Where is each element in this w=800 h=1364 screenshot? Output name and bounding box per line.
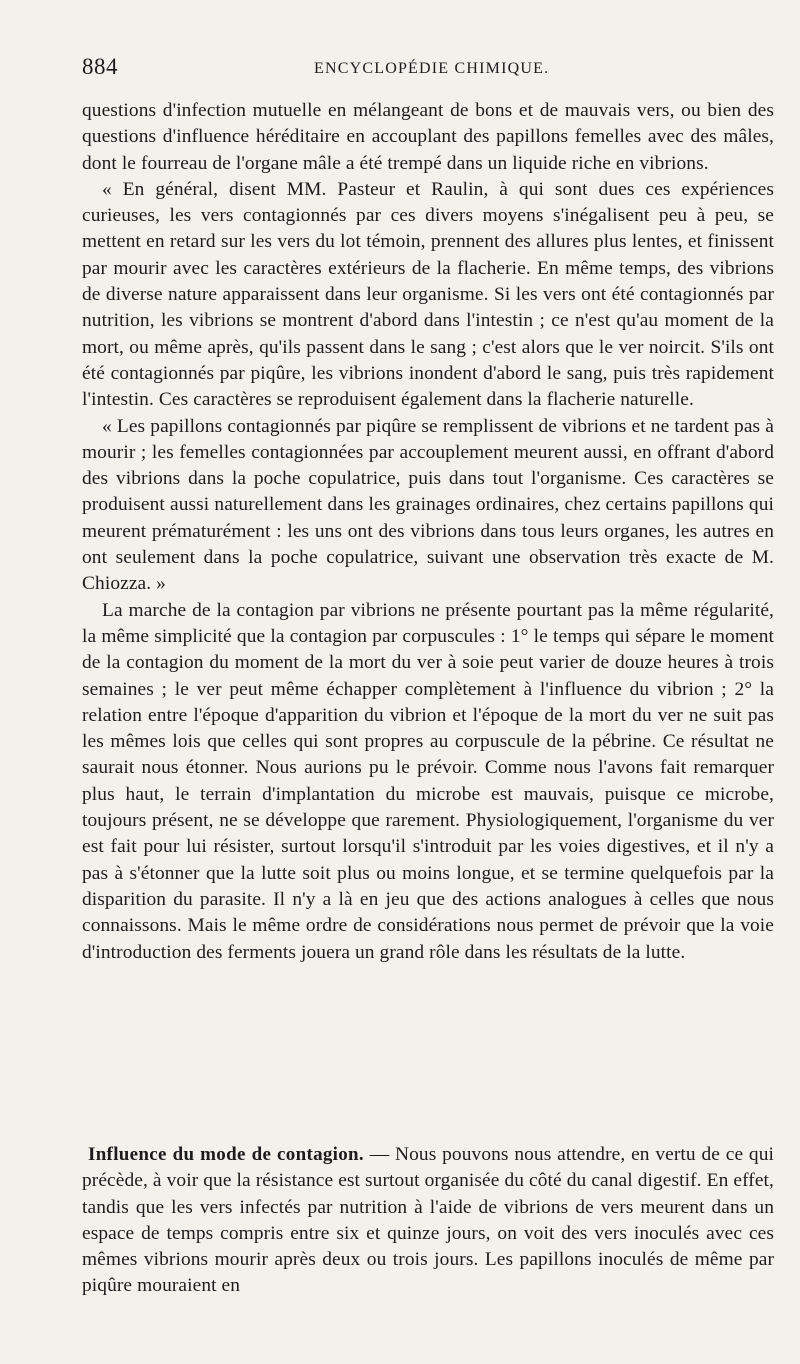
page-number: 884 <box>82 54 118 79</box>
section-text: — Nous pouvons nous attendre, en vertu de ce qui précède, à voir que la résistance est surtout organisée du côté du canal digestif. En effet, tandis que les vers infectés par nutrition à l'aide de vibrions de vers meurent dans un espace de temps compris entre six et quinze jours, on voit des vers inoculés avec ces mêmes vibrions mourir après deux ou trois jours. Les papillons inoculés de même par piqûre mouraient en <box>82 1144 775 1297</box>
paragraph-marche-contagion: La marche de la contagion par vibrions ne présente pourtant pas la même régularité, la même simplicité que la contagion par corpuscules : 1° le temps qui sépare le moment de la contagion du moment de la mort du ver à soie peut varier de douze heures à trois semaines ; le ver peut même échapper complètement à l'influence du vibrion ; 2° la relation entre l'époque d'apparition du vibrion et l'époque de la mort du ver ne suit pas les mêmes lois que celles qui sont propres au corpuscule de la pébrine. Ce résultat ne saurait nous étonner. Nous aurions pu le prévoir. Comme nous l'avons fait remarquer plus haut, le terrain d'implantation du microbe est mauvais, puisque ce microbe, toujours présent, ne se développe que rarement. Physiologiquement, l'organisme du ver est fait pour lui résister, surtout lorsqu'il s'introduit par les voies digestives, et il n'y a pas à s'étonner que la lutte soit plus ou moins longue, et se termine quelquefois par la disparition du parasite. Il n'y a là en jeu que des actions analogues à celles que nous connaissons. Mais le même ordre de considérations nous permet de prévoir que la voie d'introduction des ferments jouera un grand rôle dans les résultats de la lutte. <box>82 599 774 963</box>
paragraph-quote-papillons: « Les papillons contagionnés par piqûre se remplissent de vibrions et ne tardent pas à mourir ; les femelles contagionnées par accouplement meurent aussi, en offrant d'abord des vibrions dans la poche copulatrice, puis dans tout l'organisme. Ces caractères se produisent aussi naturellement dans les grainages ordinaires, chez certains papillons qui meurent prématurément : les uns ont des vibrions dans tous leurs organes, les autres en ont seulement dans la poche copulatrice, suivant une observation très exacte de M. Chiozza. » <box>82 415 774 595</box>
section-heading: Influence du mode de contagion. <box>88 1144 364 1165</box>
body-text <box>82 98 774 966</box>
running-title: ENCYCLOPÉDIE CHIMIQUE. <box>314 60 550 77</box>
page-header <box>82 54 752 84</box>
paragraph-continuation: questions d'infection mutuelle en mélangeant de bons et de mauvais vers, ou bien des questions d'influence héréditaire en accouplant des papillons femelles avec des mâles, dont le fourreau de l'organe mâle a été trempé dans un liquide riche en vibrions. <box>82 100 774 174</box>
paragraph-quote-general: « En général, disent MM. Pasteur et Raulin, à qui sont dues ces expériences curieuses, les vers contagionnés par ces divers moyens s'inégalisent peu à peu, se mettent en retard sur les vers du lot témoin, prennent des allures plus lentes, et finissent par mourir avec les caractères extérieurs de la flacherie. En même temps, des vibrions de diverse nature apparaissent dans leur organisme. Si les vers ont été contagionnés par nutrition, les vibrions se montrent d'abord dans l'intestin ; ce n'est qu'au moment de la mort, ou même après, qu'ils passent dans le sang ; c'est alors que le ver noircit. S'ils ont été contagionnés par piqûre, les vibrions inondent d'abord le sang, puis très rapidement l'intestin. Ces caractères se reproduisent également dans la flacherie naturelle. <box>82 178 774 411</box>
section-influence-mode <box>82 1142 774 1300</box>
section-paragraph <box>82 1142 774 1300</box>
